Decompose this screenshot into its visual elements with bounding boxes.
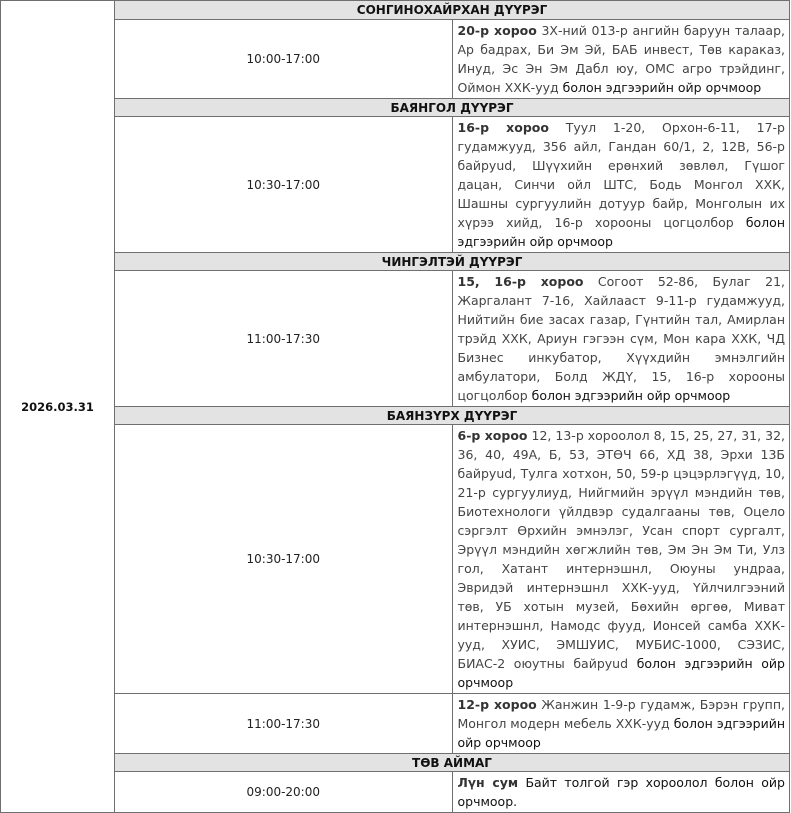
district-header: БАЯНГОЛ ДҮҮРЭГ bbox=[115, 99, 790, 117]
time-cell: 10:30-17:00 bbox=[115, 117, 453, 253]
area-text: Байт толгой гэр хороолол болон ойр орчмоор. bbox=[457, 775, 785, 809]
area-text: 3Х-ний 013-р ангийн баруун талаар, Ар бадрах, Би Эм Эй, БАБ инвест, Төв караказ, Инуд, Эс Эн Эм Дабл юу, ОМС агро трэйдинг, Оймон ХХК-ууд bbox=[457, 23, 785, 95]
khoroo-label: 12-р хороо bbox=[457, 697, 537, 712]
area-text: Туул 1-20, Орхон-6-11, 17-р гудамжууд, 356 айл, Гандан 60/1, 2, 12В, 56-р байруud, Шүүхийн ерөнхий зөвлөл, Гүшог дацан, Синчи ойл ШТС, Бодь Монгол ХХК, Шашны сургуулийн дотуур байр, Монголын их хүрээ хийд, 16-р хорооны цогцолбор bbox=[457, 120, 785, 230]
area-description bbox=[452, 117, 790, 253]
area-text: 12, 13-р хороолол 8, 15, 25, 27, 31, 32, 36, 40, 49А, Б, 53, ЭТӨЧ 66, ХД 38, Эрхи 13Б байруud, Тулга хотхон, 50, 59-р цэцэрлэгүүд, 10, 21-р сургуулиуд, Нийгмийн эрүүл мэндийн төв, Биотехнологи үйлдвэр судалгааны төв, Оцело сэргэлт Өрхийн эмнэлэг, Усан спорт сургалт, Эрүүл мэндийн хөгжлийн төв, Эм Эн Эм Ти, Улз гол, Хатант интернэшнл, Оюуны ундраа, Эвридэй интернэшнл ХХК-ууд, Үйлчилгээний төв, УБ хотын музей, Бөхийн өргөө, Миват интернэшнл, Намодс фууд, Ионсей самба ХХК-ууд, ХУИС, ЭМШУИС, МУБИС-1000, СЭЗИС, БИАС-2 оюутны байруud bbox=[457, 428, 785, 671]
khoroo-label: Лүн сум bbox=[457, 775, 519, 790]
area-tail: болон эдгээрийн ойр орчмоор bbox=[531, 388, 731, 403]
area-tail: болон эдгээрийн ойр орчмоор bbox=[457, 215, 785, 249]
time-cell: 09:00-20:00 bbox=[115, 772, 453, 813]
khoroo-label: 16-р хороо bbox=[457, 120, 549, 135]
area-text: Жанжин 1-9-р гудамж, Бэрэн групп, Монгол модерн мебель ХХК-ууд bbox=[457, 697, 785, 731]
area-tail: болон эдгээрийн ойр орчмоор bbox=[457, 656, 785, 690]
area-description bbox=[452, 694, 790, 754]
area-description bbox=[452, 425, 790, 694]
khoroo-label: 6-р хороо bbox=[457, 428, 528, 443]
district-header: БАЯНЗҮРХ ДҮҮРЭГ bbox=[115, 407, 790, 425]
district-header: ТӨВ АЙМАГ bbox=[115, 754, 790, 772]
area-description bbox=[452, 772, 790, 813]
time-cell: 11:00-17:30 bbox=[115, 694, 453, 754]
date-cell: 2026.03.31 bbox=[1, 1, 115, 813]
district-header: СОНГИНОХАЙРХАН ДҮҮРЭГ bbox=[115, 1, 790, 20]
area-tail: болон эдгээрийн ойр орчмоор bbox=[457, 716, 786, 750]
district-header: ЧИНГЭЛТЭЙ ДҮҮРЭГ bbox=[115, 253, 790, 271]
time-cell: 11:00-17:30 bbox=[115, 271, 453, 407]
khoroo-label: 15, 16-р хороо bbox=[457, 274, 584, 289]
area-text: Согоот 52-86, Булаг 21, Жаргалант 7-16, Хайлааст 9-11-р гудамжууд, Нийтийн бие засах газар, Гүнтийн тал, Амирлан трэйд ХХК, Ариун гэгээн сүм, Мон кара ХХК, ЧД Бизнес инкубатор, Хүүхдийн эмнэлгийн амбулатори, Болд ЖДҮ, 15, 16-р хорооны цогцолбор bbox=[457, 274, 785, 403]
time-cell: 10:00-17:00 bbox=[115, 20, 453, 99]
area-description bbox=[452, 20, 790, 99]
khoroo-label: 20-р хороо bbox=[457, 23, 537, 38]
area-description bbox=[452, 271, 790, 407]
area-tail: болон эдгээрийн ойр орчмоор bbox=[562, 80, 762, 95]
time-cell: 10:30-17:00 bbox=[115, 425, 453, 694]
